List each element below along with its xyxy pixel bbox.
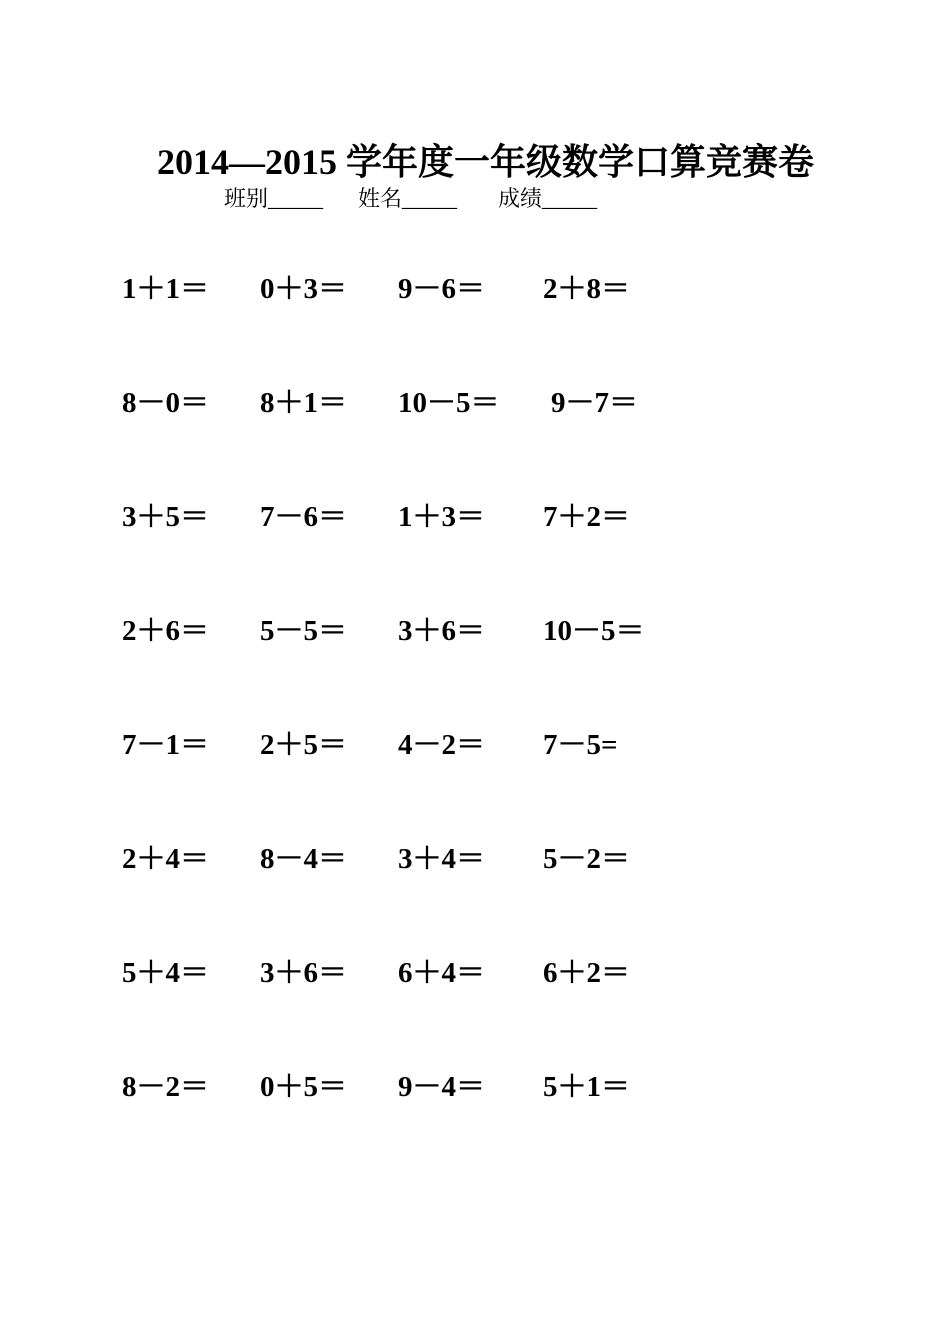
problem-r4-c1: 2＋6＝ <box>122 615 210 647</box>
problem-r4-c3: 3＋6＝ <box>398 615 486 647</box>
problem-r6-c4: 5－2＝ <box>543 843 631 875</box>
score-field-label: 成绩_____ <box>498 186 598 211</box>
name-field-label: 姓名_____ <box>358 186 458 211</box>
problem-r2-c1: 8－0＝ <box>122 387 210 419</box>
problem-r8-c2: 0＋5＝ <box>260 1071 348 1103</box>
problem-r3-c3: 1＋3＝ <box>398 501 486 533</box>
problem-r1-c4: 2＋8＝ <box>543 273 631 305</box>
problem-r8-c4: 5＋1＝ <box>543 1071 631 1103</box>
problem-r3-c1: 3＋5＝ <box>122 501 210 533</box>
problem-r1-c3: 9－6＝ <box>398 273 486 305</box>
problem-r3-c2: 7－6＝ <box>260 501 348 533</box>
problem-r2-c2: 8＋1＝ <box>260 387 348 419</box>
problem-r7-c2: 3＋6＝ <box>260 957 348 989</box>
problem-r7-c1: 5＋4＝ <box>122 957 210 989</box>
problem-r2-c3: 10－5＝ <box>398 387 500 419</box>
problem-r3-c4: 7＋2＝ <box>543 501 631 533</box>
problem-r5-c1: 7－1＝ <box>122 729 210 761</box>
problem-r8-c1: 8－2＝ <box>122 1071 210 1103</box>
problem-r5-c2: 2＋5＝ <box>260 729 348 761</box>
problem-r7-c4: 6＋2＝ <box>543 957 631 989</box>
class-field-label: 班别_____ <box>224 186 324 211</box>
problem-r6-c3: 3＋4＝ <box>398 843 486 875</box>
problem-r4-c2: 5－5＝ <box>260 615 348 647</box>
problem-r2-c4: 9－7＝ <box>551 387 639 419</box>
problem-r1-c2: 0＋3＝ <box>260 273 348 305</box>
problem-r5-c3: 4－2＝ <box>398 729 486 761</box>
problem-r6-c2: 8－4＝ <box>260 843 348 875</box>
problem-r4-c4: 10－5＝ <box>543 615 645 647</box>
problem-r6-c1: 2＋4＝ <box>122 843 210 875</box>
problem-r7-c3: 6＋4＝ <box>398 957 486 989</box>
page-title: 2014—2015 学年度一年级数学口算竞赛卷 <box>157 142 815 182</box>
problem-r1-c1: 1＋1＝ <box>122 273 210 305</box>
problem-r8-c3: 9－4＝ <box>398 1071 486 1103</box>
problem-r5-c4: 7－5= <box>543 729 618 761</box>
